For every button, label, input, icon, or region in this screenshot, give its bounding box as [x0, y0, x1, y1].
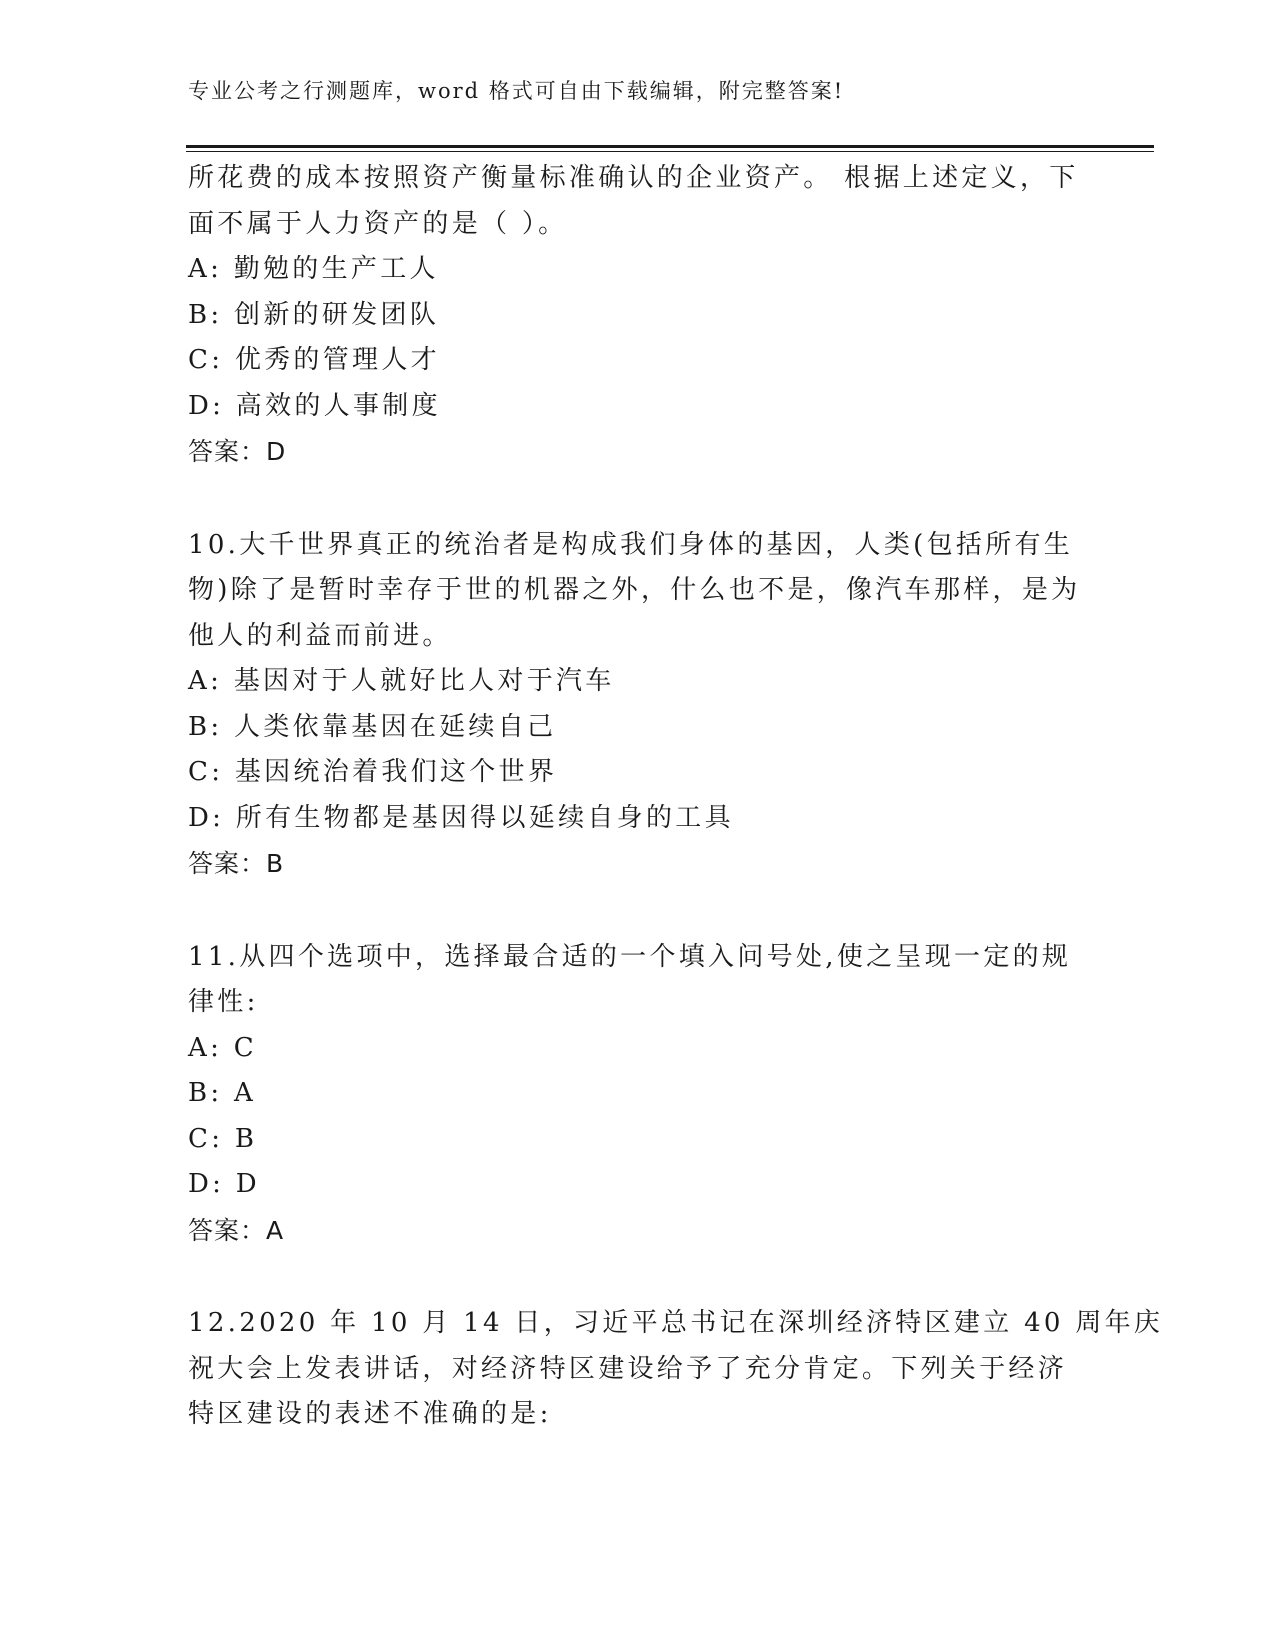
option-c: C: B	[188, 1123, 258, 1154]
question-stem-line: 10.大千世界真正的统治者是构成我们身体的基因，人类(包括所有生	[188, 529, 1074, 560]
question-stem-line: 律性:	[188, 987, 259, 1017]
spacer	[188, 1253, 1088, 1301]
option-a: A: 勤勉的生产工人	[188, 254, 439, 284]
question-stem-line: 12.2020 年 10 月 14 日，习近平总书记在深圳经济特区建立 40 周年庆	[188, 1308, 1164, 1338]
spacer	[188, 887, 1088, 935]
option-c: C: 基因统治着我们这个世界	[188, 757, 558, 787]
question-content	[188, 156, 1164, 1438]
question-stem-line: 面不属于人力资产的是（ ）。	[188, 208, 568, 239]
option-c: C: 优秀的管理人才	[188, 345, 440, 375]
option-b: B: 创新的研发团队	[188, 299, 440, 330]
answer-line: 答案：B	[188, 849, 285, 878]
question-12	[188, 1301, 1164, 1438]
question-stem-line: 他人的利益而前进。	[188, 620, 452, 651]
option-a: A: 基因对于人就好比人对于汽车	[188, 666, 615, 696]
question-11	[188, 935, 1088, 1254]
question-prev	[188, 156, 1088, 475]
question-stem-line: 所花费的成本按照资产衡量标准确认的企业资产。 根据上述定义，下	[188, 163, 1079, 193]
option-a: A: C	[188, 1032, 257, 1063]
spacer	[188, 475, 1088, 523]
option-d: D: D	[188, 1169, 260, 1199]
answer-line: 答案：A	[188, 1215, 285, 1245]
question-stem-line: 11.从四个选项中，选择最合适的一个填入问号处,使之呈现一定的规	[188, 941, 1072, 972]
option-d: D: 所有生物都是基因得以延续自身的工具	[188, 802, 734, 833]
question-stem-line: 祝大会上发表讲话，对经济特区建设给予了充分肯定。下列关于经济	[188, 1353, 1068, 1384]
page-header: 专业公考之行测题库，word 格式可自由下载编辑，附完整答案!	[188, 79, 845, 103]
header-rule-thick	[186, 145, 1154, 148]
question-stem-line: 物)除了是暂时幸存于世的机器之外，什么也不是，像汽车那样，是为	[188, 575, 1081, 605]
option-b: B: A	[188, 1078, 257, 1108]
question-10	[188, 523, 1088, 887]
answer-line: 答案：D	[188, 437, 287, 466]
header-rule-thin	[186, 151, 1154, 152]
option-b: B: 人类依靠基因在延续自己	[188, 711, 557, 742]
option-d: D: 高效的人事制度	[188, 390, 441, 421]
question-stem-line: 特区建设的表述不准确的是:	[188, 1399, 552, 1429]
